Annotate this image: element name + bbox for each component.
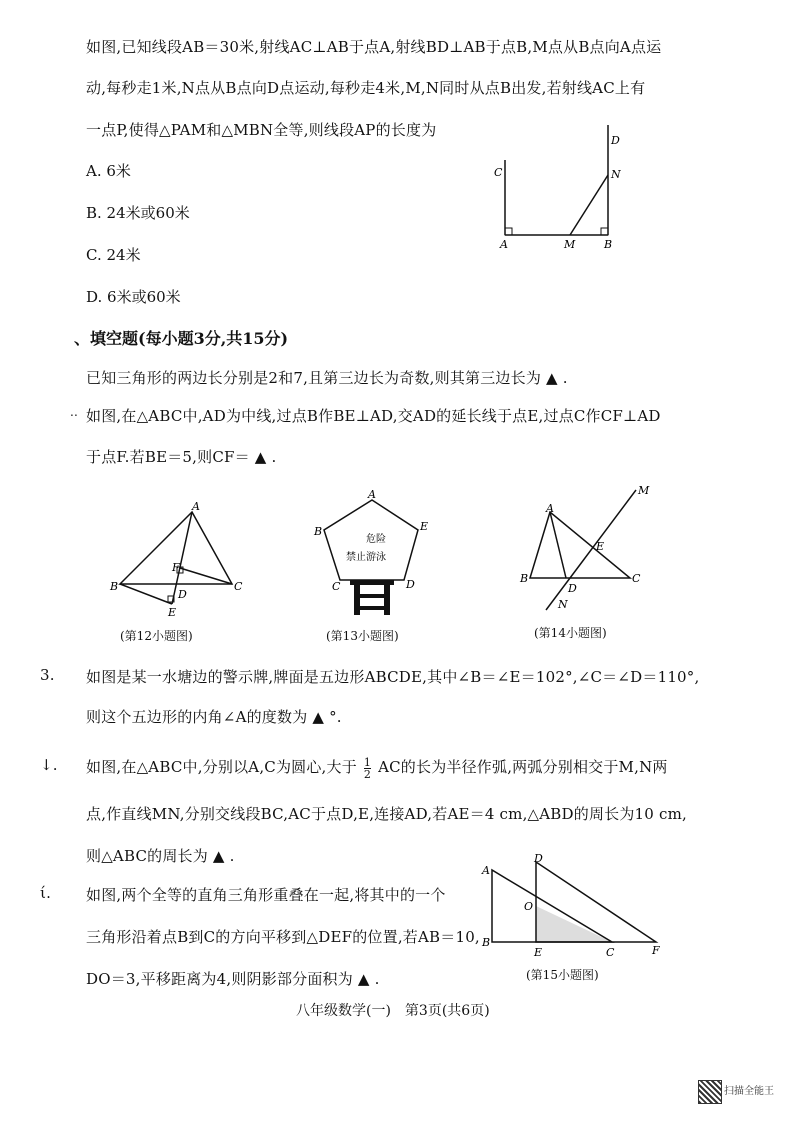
- q12-line-1: 如图,在△ABC中,AD为中线,过点B作BE⊥AD,交AD的延长线于点E,过点C作CF⊥AD: [86, 407, 661, 425]
- q14-line-1b: AC的长为半径作弧,两弧分别相交于M,N两: [378, 758, 668, 776]
- q12-caption: (第12小题图): [120, 629, 193, 643]
- q12-label-e: E: [168, 606, 177, 619]
- q12-label-c: C: [234, 580, 243, 593]
- q12-line-2: 于点F.若BE＝5,则CF＝ ▲ .: [86, 448, 277, 466]
- q13-sign-text-2: 禁止游泳: [346, 552, 386, 563]
- q13-label-c: C: [332, 580, 341, 593]
- q14-label-d: D: [568, 582, 577, 595]
- q10-line-3: 一点P,使得△PAM和△MBN全等,则线段AP的长度为: [86, 121, 437, 139]
- q10-line-1: 如图,已知线段AB＝30米,射线AC⊥AB于点A,射线BD⊥AB于点B,M点从B点向A点运: [86, 38, 662, 56]
- q10-label-a: A: [500, 238, 508, 251]
- q13-caption: (第13小题图): [326, 629, 399, 643]
- q13-label-b: B: [314, 525, 323, 538]
- qr-code-icon: [698, 1080, 722, 1104]
- q14-line-1a: 如图,在△ABC中,分别以A,C为圆心,大于: [86, 758, 357, 776]
- q14-figure: [510, 482, 660, 618]
- q15-margin-mark: ί.: [40, 884, 52, 902]
- q15-figure: [476, 852, 676, 968]
- q15-label-b: B: [482, 936, 491, 949]
- q14-line-3: 则△ABC的周长为 ▲ .: [86, 847, 235, 865]
- q10-label-m: M: [564, 238, 576, 251]
- q14-label-e: E: [596, 540, 605, 553]
- q12-label-d: D: [178, 588, 187, 601]
- scanner-watermark: 扫描全能王: [724, 1086, 774, 1097]
- q13-label-a: A: [368, 490, 376, 501]
- q10-label-d: D: [611, 134, 620, 147]
- q14-line-2: 点,作直线MN,分别交线段BC,AC于点D,E,连接AD,若AE＝4 cm,△ABD的周长为10 cm,: [86, 805, 688, 823]
- q15-label-a: A: [482, 864, 490, 877]
- q15-label-o: O: [524, 900, 534, 913]
- q10-line-2: 动,每秒走1米,N点从B点向D点运动,每秒走4米,M,N同时从点B出发,若射线AC上有: [86, 79, 646, 97]
- q14-caption: (第14小题图): [534, 626, 607, 640]
- q14-fraction: $\frac{1}{2}$: [363, 755, 372, 781]
- section-title: 、填空题(每小题3分,共15分): [74, 329, 289, 348]
- q13-label-d: D: [406, 578, 415, 591]
- q15-line-3: DO＝3,平移距离为4,则阴影部分面积为 ▲ .: [86, 970, 380, 988]
- q12-label-b: B: [110, 580, 119, 593]
- q10-option-c: C. 24米: [86, 246, 141, 264]
- q13-line-1: 如图是某一水塘边的警示牌,牌面是五边形ABCDE,其中∠B＝∠E＝102°,∠C＝∠D＝110°,: [86, 668, 700, 686]
- q10-label-c: C: [494, 166, 503, 179]
- q12-label-f: F: [172, 561, 180, 574]
- q13-sign-text-1: 危险: [366, 534, 386, 545]
- q15-line-2: 三角形沿着点B到C的方向平移到△DEF的位置,若AB＝10,: [86, 928, 480, 946]
- q14-label-n: N: [558, 598, 568, 611]
- q15-label-f: F: [652, 944, 660, 957]
- q14-margin-mark: ↓.: [40, 756, 58, 774]
- q14-label-b: B: [520, 572, 529, 585]
- q13-figure: [310, 490, 430, 626]
- q10-label-n: N: [611, 168, 621, 181]
- q10-option-b: B. 24米或60米: [86, 204, 190, 222]
- q15-label-c: C: [606, 946, 615, 959]
- q10-option-d: D. 6米或60米: [86, 288, 181, 306]
- q15-label-d: D: [534, 852, 543, 865]
- q14-label-a: A: [546, 502, 554, 515]
- q13-line-2: 则这个五边形的内角∠A的度数为 ▲ °.: [86, 708, 342, 726]
- q14-label-c: C: [632, 572, 641, 585]
- q15-line-1: 如图,两个全等的直角三角形重叠在一起,将其中的一个: [86, 886, 446, 904]
- q12-label-a: A: [192, 500, 200, 513]
- page-footer: 八年级数学(一) 第3页(共6页): [296, 1003, 490, 1019]
- q10-figure: [480, 120, 640, 259]
- q15-label-e: E: [534, 946, 543, 959]
- q10-label-b: B: [604, 238, 613, 251]
- q12-margin-mark: ..: [70, 405, 79, 419]
- q11-text: 已知三角形的两边长分别是2和7,且第三边长为奇数,则其第三边长为 ▲ .: [86, 369, 568, 387]
- q14-line-1: [86, 756, 668, 780]
- q13-margin-mark: 3.: [40, 666, 55, 684]
- q12-figure: [108, 500, 248, 624]
- q15-caption: (第15小题图): [526, 968, 599, 982]
- q14-label-m: M: [638, 484, 650, 497]
- q10-option-a: A. 6米: [86, 162, 131, 180]
- q13-label-e: E: [420, 520, 429, 533]
